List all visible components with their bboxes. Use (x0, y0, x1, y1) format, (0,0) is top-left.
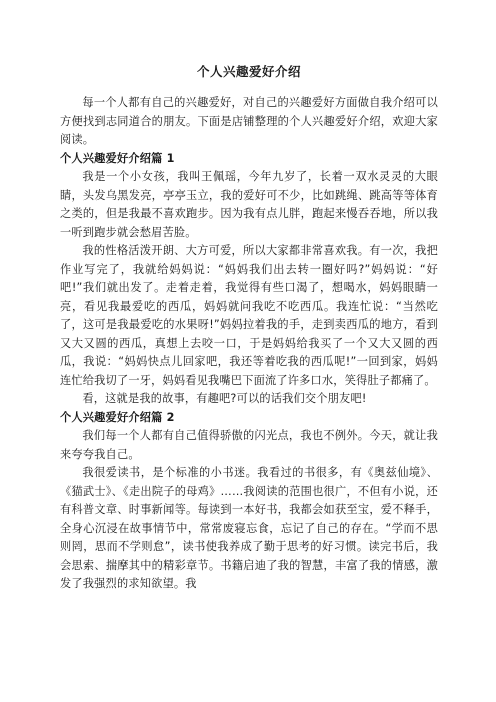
section-heading: 个人兴趣爱好介绍篇 1 (60, 151, 175, 165)
section-2 (60, 409, 438, 594)
body-paragraph: 我是一个小女孩，我叫王佩瑶，今年九岁了，长着一双水灵灵的大眼睛，头发乌黑发亮，亭亭玉立，我的爱好可不少，比如跳绳、跳高等等体育之类的，但是我最不喜欢跑步。因为我有点儿胖，跑起来慢吞吞地，所以我一听到跑步就会愁眉苦脸。 (60, 170, 438, 239)
body-paragraph: 我们每一个人都有自己值得骄傲的闪光点，我也不例外。今天，就让我来夸夸我自己。 (60, 429, 438, 461)
intro-paragraph: 每一个人都有自己的兴趣爱好，对自己的兴趣爱好方面做自我介绍可以方便找到志同道合的朋友。下面是店铺整理的个人兴趣爱好介绍，欢迎大家阅读。 (60, 96, 438, 146)
document-title: 个人兴趣爱好介绍 (196, 64, 301, 79)
body-paragraph: 看，这就是我的故事，有趣吧?可以的话我们交个朋友吧! (82, 392, 367, 405)
body-paragraph: 我的性格活泼开朗、大方可爱，所以大家都非常喜欢我。有一次，我把作业写完了，我就给妈妈说：“妈妈我们出去转一圈好吗?”妈妈说：“好吧!”我们就出发了。走着走着，我觉得有些口渴了，想喝水，妈妈眼睛一亮，看见我最爱吃的西瓜，妈妈就问我吃不吃西瓜。我连忙说：“当然吃了，这可是我最爱吃的水果呀!”妈妈拉着我的手，走到卖西瓜的地方，看到又大又圆的西瓜，真想上去咬一口，于是妈妈给我买了一个又大又圆的西瓜，我说：“妈妈快点儿回家吧，我还等着吃我的西瓜呢!”一回到家，妈妈连忙给我切了一牙，妈妈看见我嘴巴下面流了许多口水，笑得肚子都痛了。 (60, 244, 438, 387)
section-1 (60, 150, 438, 409)
section-heading: 个人兴趣爱好介绍篇 2 (60, 410, 175, 424)
body-paragraph: 我很爱读书，是个标准的小书迷。我看过的书很多，有《奥兹仙境》、《猫武士》、《走出院子的母鸡》……我阅读的范围也很广，不但有小说，还有科普文章、时事新闻等。每读到一本好书，我都会如获至宝，爱不释手，全身心沉浸在故事情节中，常常废寝忘食，忘记了自己的存在。“学而不思则罔，思而不学则怠”，读书使我养成了勤于思考的好习惯。读完书后，我会思索、揣摩其中的精彩章节。书籍启迪了我的智慧，丰富了我的情感，激发了我强烈的求知欲望。我 (60, 466, 438, 590)
